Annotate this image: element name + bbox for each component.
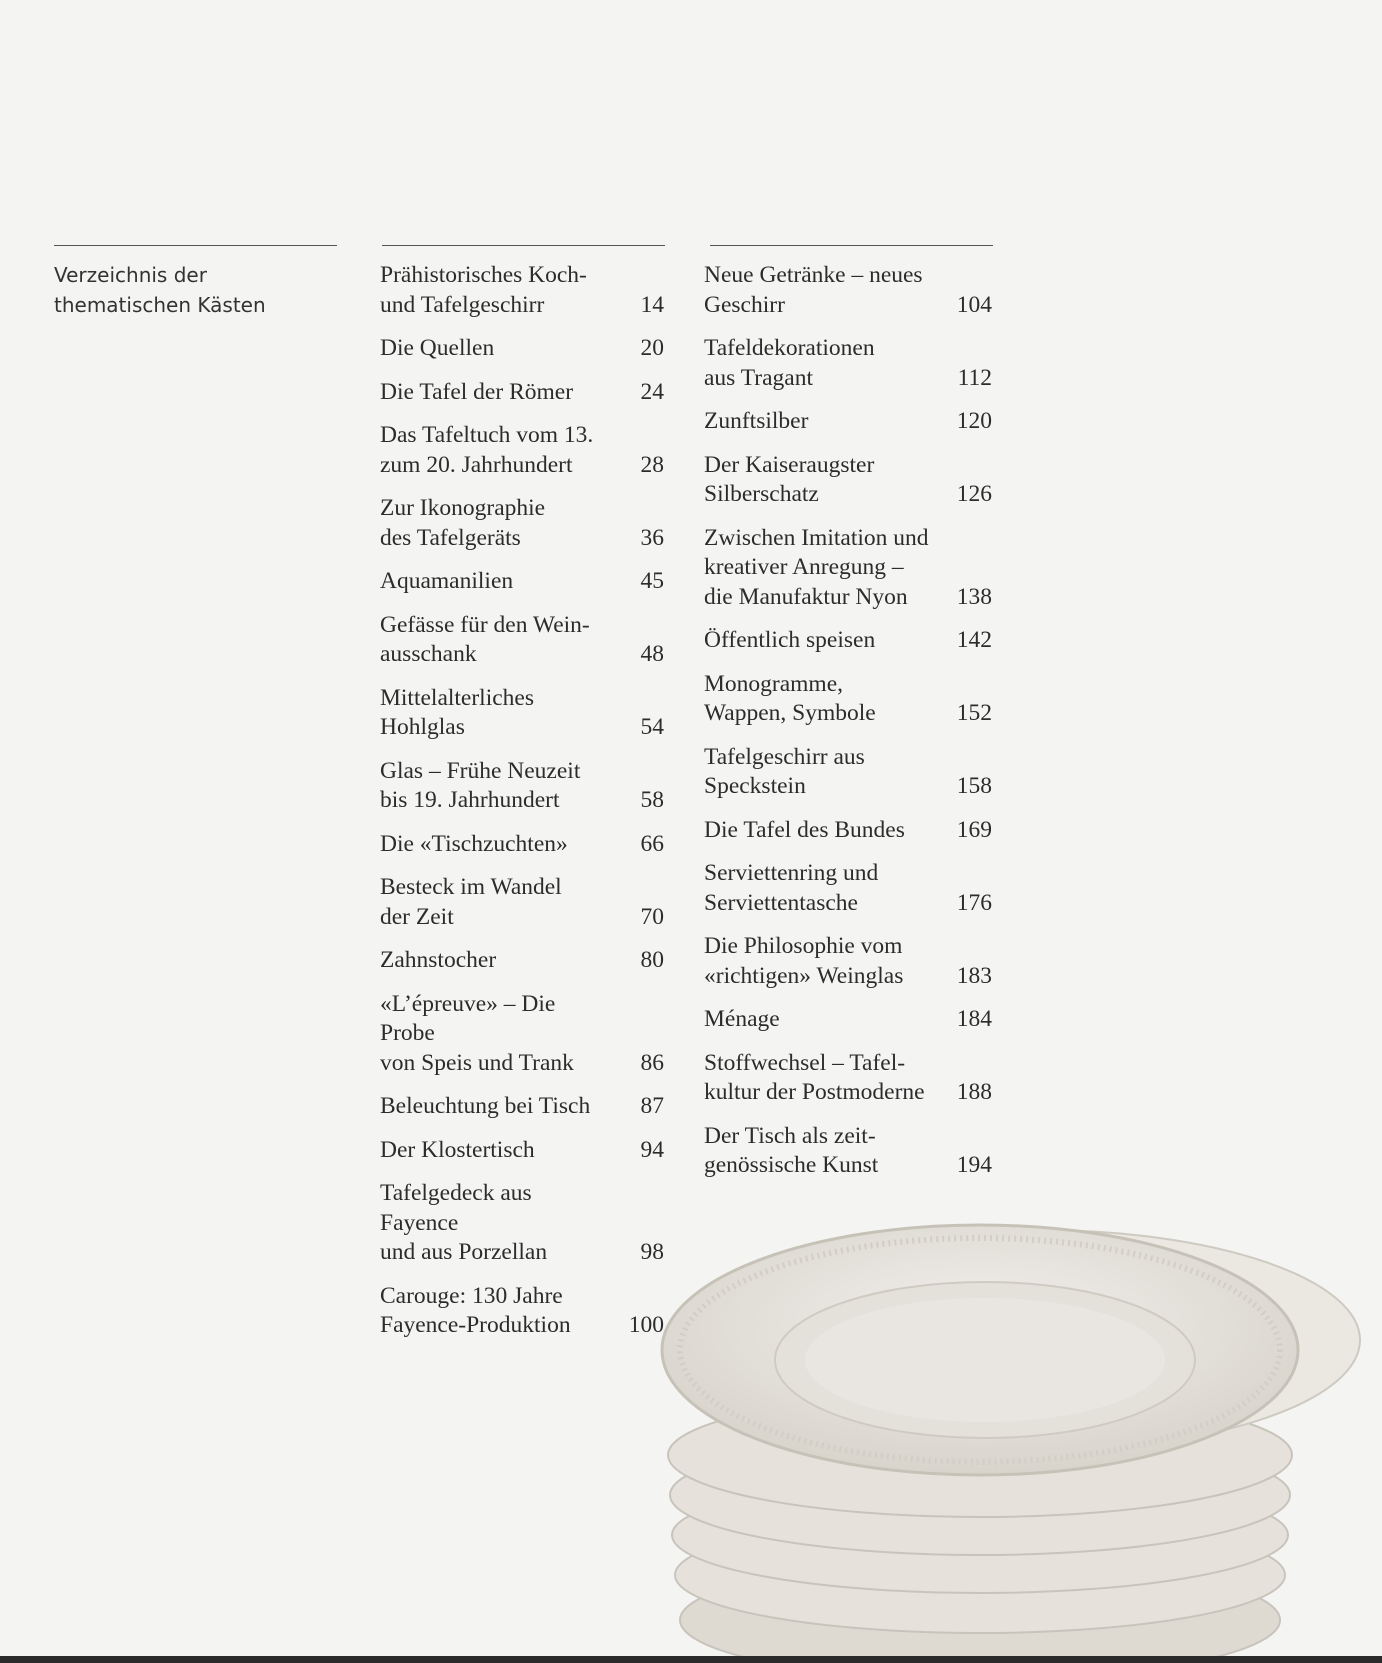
toc-entry-page: 183	[956, 962, 992, 989]
toc-entry-page: 152	[956, 700, 992, 726]
toc-entry-title: Die Philosophie vom «richtigen» Weinglas	[704, 933, 904, 989]
toc-entry-title: Zwischen Imitation und kreativer Anregung – die Manufaktur Nyon	[704, 524, 929, 610]
toc-entry-page: 70	[640, 903, 664, 930]
toc-entry-title: Serviettenring und Serviettentasche	[704, 860, 879, 916]
page-bottom-edge	[0, 1656, 1382, 1663]
toc-entry-title: Gefässe für den Wein- ausschank	[380, 611, 590, 667]
toc-entry-page: 188	[956, 1079, 992, 1105]
toc-entry	[380, 378, 664, 408]
toc-entry	[704, 743, 992, 802]
toc-entry-page: 138	[956, 583, 992, 610]
toc-entry-title: Zunftsilber	[704, 408, 809, 434]
toc-entry-page: 20	[640, 335, 664, 361]
toc-entry	[380, 421, 664, 480]
toc-entry-title: Carouge: 130 Jahre Fayence-Produktion	[380, 1282, 571, 1338]
toc-entry-page: 104	[956, 291, 992, 318]
heading-line-1: Verzeichnis der	[54, 263, 207, 287]
toc-entry	[380, 334, 664, 364]
toc-entry-title: Ménage	[704, 1006, 780, 1032]
toc-entry	[704, 451, 992, 510]
toc-entry-title: Öffentlich speisen	[704, 627, 876, 653]
toc-entry	[380, 1136, 664, 1166]
toc-entry-title: Die «Tischzuchten»	[380, 830, 568, 857]
toc-entry-page: 48	[640, 641, 664, 667]
toc-entry-title: Tafelgedeck aus Fayence und aus Porzellan	[380, 1180, 548, 1265]
toc-entry-title: Die Tafel des Bundes	[704, 816, 905, 843]
toc-entry-title: Aquamanilien	[380, 568, 514, 594]
toc-entry-page: 45	[640, 568, 664, 594]
toc-entry-page: 184	[956, 1006, 992, 1032]
toc-entry	[380, 567, 664, 597]
toc-entry	[380, 757, 664, 816]
toc-entry	[704, 816, 992, 846]
plate-stack-image	[650, 1200, 1382, 1663]
toc-column-2	[704, 261, 992, 1195]
toc-entry-page: 54	[640, 714, 664, 740]
toc-entry-page: 169	[956, 816, 992, 843]
toc-entry	[380, 946, 664, 976]
toc-entry	[704, 407, 992, 437]
toc-entry-page: 142	[956, 627, 992, 653]
toc-entry-title: Prähistorisches Koch- und Tafelgeschirr	[380, 262, 587, 318]
toc-entry	[380, 261, 664, 320]
toc-entry-page: 158	[956, 773, 992, 799]
toc-entry	[704, 1005, 992, 1035]
toc-entry	[380, 494, 664, 553]
toc-entry-title: Tafeldekorationen aus Tragant	[704, 335, 875, 391]
toc-entry-title: Die Quellen	[380, 335, 495, 361]
toc-entry	[704, 932, 992, 991]
toc-entry	[380, 611, 664, 670]
toc-entry-title: Monogramme, Wappen, Symbole	[704, 670, 876, 726]
toc-entry	[704, 670, 992, 729]
toc-column-1	[380, 261, 664, 1355]
toc-entry	[380, 873, 664, 932]
toc-entry-page: 36	[640, 524, 664, 551]
divider-left	[54, 245, 337, 246]
toc-entry	[704, 1122, 992, 1181]
toc-entry-page: 94	[640, 1136, 664, 1163]
toc-entry-page: 112	[957, 364, 992, 391]
toc-entry-title: Tafelgeschirr aus Speckstein	[704, 743, 865, 799]
toc-entry-page: 58	[640, 787, 664, 813]
toc-entry-title: Zahnstocher	[380, 947, 497, 973]
toc-entry	[704, 334, 992, 393]
divider-right	[710, 245, 993, 246]
toc-entry	[380, 1282, 664, 1341]
toc-entry-page: 24	[640, 378, 664, 405]
toc-entry-page: 14	[640, 291, 664, 318]
toc-entry-title: Der Tisch als zeit- genössische Kunst	[704, 1122, 879, 1178]
toc-entry-page: 86	[640, 1049, 664, 1076]
toc-entry-page: 120	[956, 408, 992, 434]
toc-entry-title: Der Kaiseraugster Silberschatz	[704, 451, 875, 507]
toc-entry	[380, 1179, 664, 1268]
toc-entry	[704, 261, 992, 320]
toc-entry-title: Das Tafeltuch vom 13. zum 20. Jahrhundert	[380, 422, 594, 478]
toc-entry-title: Neue Getränke – neues Geschirr	[704, 262, 923, 318]
toc-entry-page: 100	[628, 1312, 664, 1338]
toc-entry	[380, 1092, 664, 1122]
toc-entry	[704, 1049, 992, 1108]
toc-entry-title: Mittelalterliches Hohlglas	[380, 684, 535, 740]
toc-entry-page: 87	[640, 1093, 664, 1119]
heading-line-2: thematischen Kästen	[54, 293, 266, 317]
toc-entry	[380, 830, 664, 860]
toc-entry-title: Glas – Frühe Neuzeit bis 19. Jahrhundert	[380, 757, 581, 813]
toc-entry-page: 80	[640, 947, 664, 973]
section-heading	[54, 260, 266, 320]
toc-entry	[380, 990, 664, 1079]
toc-entry	[380, 684, 664, 743]
toc-entry-page: 98	[640, 1239, 664, 1265]
divider-middle	[382, 245, 665, 246]
toc-entry-page: 194	[956, 1152, 992, 1178]
toc-entry	[704, 859, 992, 918]
toc-entry-page: 126	[956, 481, 992, 507]
toc-entry-page: 66	[640, 830, 664, 857]
toc-entry	[704, 626, 992, 656]
toc-entry-title: Die Tafel der Römer	[380, 378, 574, 405]
toc-entry-title: Zur Ikonographie des Tafelgeräts	[380, 495, 546, 551]
toc-entry-title: Besteck im Wandel der Zeit	[380, 874, 562, 930]
toc-entry-page: 176	[956, 889, 992, 916]
toc-entry	[704, 524, 992, 613]
toc-entry-title: «L’épreuve» – Die Probe von Speis und Trank	[380, 990, 574, 1076]
toc-entry-title: Stoffwechsel – Tafel- kultur der Postmoderne	[704, 1049, 925, 1105]
toc-entry-page: 28	[640, 451, 664, 478]
toc-entry-title: Beleuchtung bei Tisch	[380, 1093, 591, 1119]
toc-entry-title: Der Klostertisch	[380, 1136, 535, 1163]
